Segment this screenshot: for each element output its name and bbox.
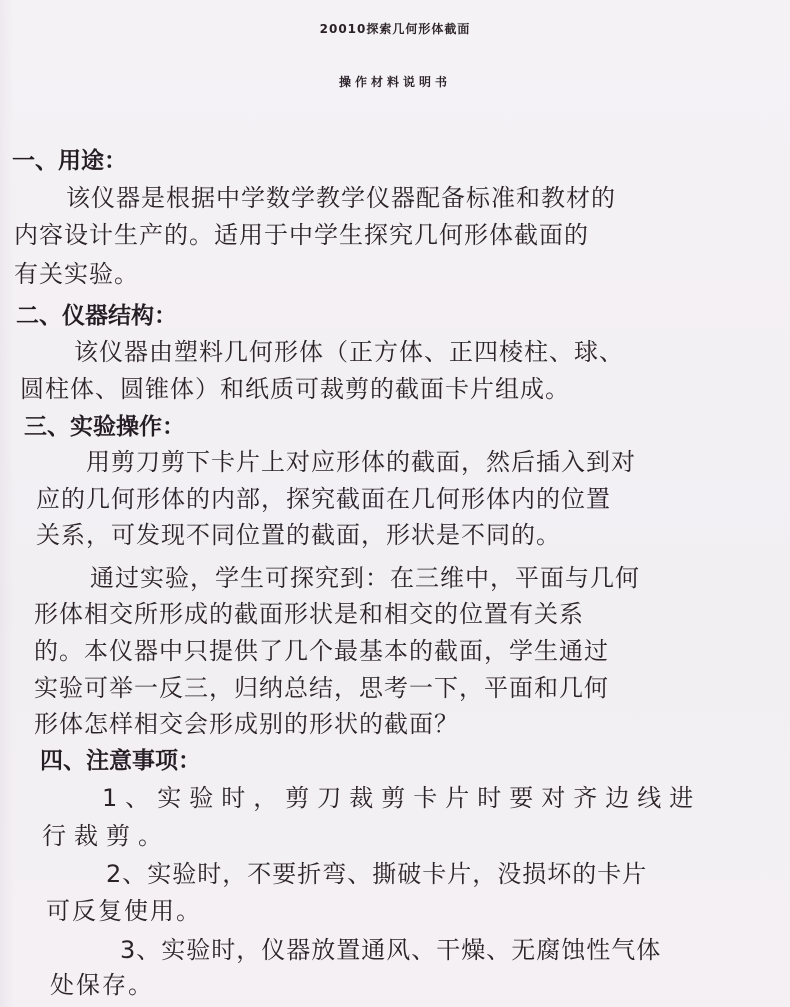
section-heading-operation: 三、实验操作： bbox=[24, 414, 185, 440]
document-subtitle: 操作材料说明书 bbox=[338, 75, 451, 89]
notes-line-1: 1、实验时，剪刀裁剪卡片时要对齐边线进 bbox=[102, 784, 702, 812]
notes-line-3: 2、实验时，不要折弯、撕破卡片，没损坏的卡片 bbox=[106, 860, 648, 888]
operation-line-5: 形体相交所形成的截面形状是和相交的位置有关系 bbox=[34, 600, 584, 628]
usage-line-2: 内容设计生产的。适用于中学生探究几何形体截面的 bbox=[14, 221, 589, 249]
notes-line-2: 行裁剪。 bbox=[42, 822, 170, 850]
usage-line-1: 该仪器是根据中学数学教学仪器配备标准和教材的 bbox=[66, 184, 616, 212]
notes-line-6: 处保存。 bbox=[50, 971, 154, 999]
document-title: 20010探索几何形体截面 bbox=[319, 22, 471, 36]
section-heading-notes: 四、注意事项： bbox=[40, 748, 201, 774]
operation-line-8: 形体怎样相交会形成别的形状的截面？ bbox=[34, 710, 459, 738]
operation-line-7: 实验可举一反三，归纳总结，思考一下，平面和几何 bbox=[34, 674, 609, 702]
structure-line-1: 该仪器由塑料几何形体（正方体、正四棱柱、球、 bbox=[74, 338, 624, 366]
operation-line-3: 关系，可发现不同位置的截面，形状是不同的。 bbox=[36, 521, 561, 549]
structure-line-2: 圆柱体、圆锥体）和纸质可裁剪的截面卡片组成。 bbox=[20, 375, 570, 403]
section-heading-structure: 二、仪器结构： bbox=[16, 303, 177, 329]
usage-line-3: 有关实验。 bbox=[14, 260, 139, 288]
operation-line-1: 用剪刀剪下卡片上对应形体的截面，然后插入到对 bbox=[86, 448, 636, 476]
operation-line-4: 通过实验，学生可探究到：在三维中，平面与几何 bbox=[90, 564, 640, 592]
notes-line-4: 可反复使用。 bbox=[46, 897, 202, 925]
notes-line-5: 3、实验时，仪器放置通风、干燥、无腐蚀性气体 bbox=[120, 936, 662, 964]
operation-line-6: 的。本仪器中只提供了几个最基本的截面，学生通过 bbox=[34, 637, 609, 665]
section-heading-usage: 一、用途： bbox=[12, 148, 127, 174]
operation-line-2: 应的几何形体的内部，探究截面在几何形体内的位置 bbox=[36, 485, 611, 513]
